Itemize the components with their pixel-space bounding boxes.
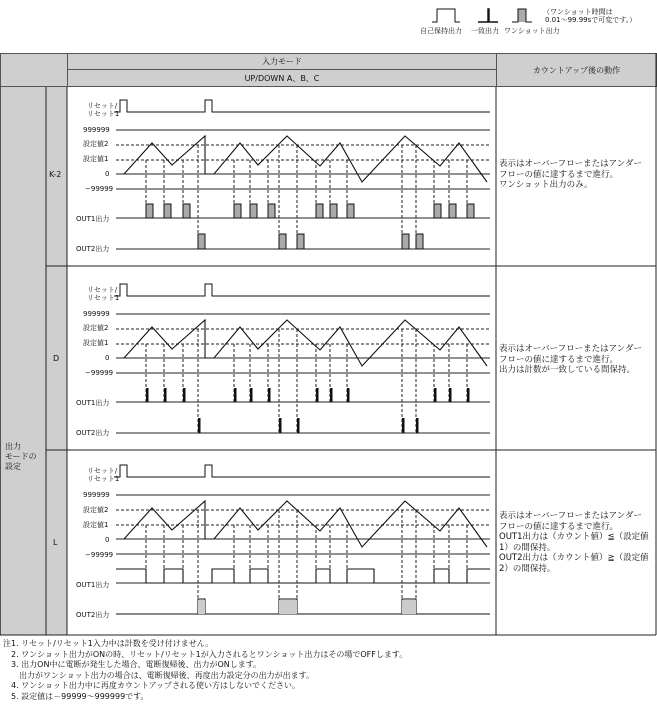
zero-label: 0 xyxy=(105,170,110,178)
out1-oneshot-pulse xyxy=(434,204,441,218)
out2-label: OUT2出力 xyxy=(76,429,110,437)
legend-note-line1: （ワンショット時間は xyxy=(543,8,613,16)
out1-match-pulse xyxy=(146,388,149,402)
out2-latch-signal xyxy=(116,599,490,614)
header-input-mode: 入力モード xyxy=(67,53,497,70)
out1-oneshot-pulse xyxy=(250,204,257,218)
out1-match-pulse xyxy=(316,388,319,402)
reset1-label: リセット1 xyxy=(87,475,120,483)
out2-latch-fill xyxy=(402,600,416,614)
notes xyxy=(3,639,407,702)
zero-label: 0 xyxy=(105,354,110,362)
out1-match-pulse xyxy=(449,388,452,402)
reset-label: リセット/ xyxy=(87,467,118,475)
out2-latch-fill xyxy=(198,600,205,614)
reset1-label: リセット1 xyxy=(87,294,120,302)
reset1-label: リセット1 xyxy=(87,110,120,118)
out1-match-pulse xyxy=(250,388,253,402)
note-1: 注1. リセット/リセット1入力中は計数を受け付けません。 xyxy=(3,639,214,648)
out2-match-pulse xyxy=(416,418,419,433)
mode-name-k2: K-2 xyxy=(49,170,62,179)
out1-match-pulse xyxy=(183,388,186,402)
out1-label: OUT1出力 xyxy=(76,215,110,223)
mode-l-description: 表示はオーバーフローまたはアンダー フローの値に達するまで進行。 OUT1出力は（カウント値）≦（設定値 1）の間保持。 OUT2出力は（カウント値）≧（設定値 2）の間保持。 xyxy=(499,511,649,574)
mode-name-l: L xyxy=(53,538,58,547)
reset-signal xyxy=(114,284,490,296)
out1-oneshot-pulse xyxy=(234,204,241,218)
out2-latch-fill xyxy=(279,600,297,614)
mode-d-description: 表示はオーバーフローまたはアンダー フローの値に達するまで進行。 出力は計数が一致している間保持。 xyxy=(499,344,642,375)
out1-oneshot-pulse xyxy=(449,204,456,218)
out1-label: OUT1出力 xyxy=(76,399,110,407)
out2-match-pulse xyxy=(279,418,282,433)
legend-label-latch: 自己保持出力 xyxy=(420,27,462,35)
legend-label-match: 一致出力 xyxy=(471,27,499,35)
out1-match-pulse xyxy=(467,388,470,402)
out2-label: OUT2出力 xyxy=(76,245,110,253)
legend-note-line2: 0.01～99.99sで可変です。） xyxy=(545,16,637,24)
note-2: 2. ワンショット出力がONの時、リセット/リセット1が入力されるとワンショット出力はその場でOFFします。 xyxy=(3,649,408,659)
out1-match-pulse xyxy=(268,388,271,402)
out1-oneshot-pulse xyxy=(467,204,474,218)
out2-match-pulse xyxy=(402,418,405,433)
reset-label: リセット/ xyxy=(87,286,118,294)
min-label: −99999 xyxy=(85,185,114,193)
max-label: 999999 xyxy=(83,491,110,499)
zero-label: 0 xyxy=(105,536,110,544)
out2-oneshot-pulse xyxy=(402,234,409,249)
min-label: −99999 xyxy=(85,551,114,559)
out2-oneshot-pulse xyxy=(297,234,304,249)
note-3: 3. 出力ON中に電断が発生した場合、電断復帰後、出力がONします。 xyxy=(3,660,262,669)
mode-k2-description: 表示はオーバーフローまたはアンダー フローの値に達するまで進行。 ワンショット出力のみ。 xyxy=(499,159,642,190)
out1-match-pulse xyxy=(234,388,237,402)
out1-oneshot-pulse xyxy=(330,204,337,218)
set2-label: 設定値2 xyxy=(83,506,109,514)
out1-oneshot-pulse xyxy=(146,204,153,218)
max-label: 999999 xyxy=(83,126,110,134)
out2-oneshot-pulse xyxy=(198,234,205,249)
out1-oneshot-pulse xyxy=(268,204,275,218)
note-4: 4. ワンショット出力中に再度カウントアップされる使い方はしないでください。 xyxy=(3,681,301,690)
legend-label-oneshot: ワンショット出力 xyxy=(504,27,560,35)
reset-label: リセット/ xyxy=(87,102,118,110)
out1-oneshot-pulse xyxy=(347,204,354,218)
header-updown: UP/DOWN A、B、C xyxy=(67,69,497,87)
reset-signal xyxy=(114,100,490,112)
out1-match-pulse xyxy=(347,388,350,402)
out2-match-pulse xyxy=(198,418,201,433)
out1-match-pulse xyxy=(330,388,333,402)
out2-match-pulse xyxy=(297,418,300,433)
set2-label: 設定値2 xyxy=(83,140,109,148)
out2-label: OUT2出力 xyxy=(76,611,110,619)
max-label: 999999 xyxy=(83,310,110,318)
count-waveform xyxy=(124,136,487,182)
out1-oneshot-pulse xyxy=(164,204,171,218)
min-label: −99999 xyxy=(85,369,114,377)
out2-oneshot-pulse xyxy=(416,234,423,249)
header-action-after: カウントアップ後の動作 xyxy=(496,53,657,87)
out1-oneshot-pulse xyxy=(316,204,323,218)
reset-signal xyxy=(114,465,490,477)
out1-latch-signal xyxy=(116,569,490,583)
out1-match-pulse xyxy=(164,388,167,402)
mode-name-d: D xyxy=(53,354,60,363)
note-3b: 出力がワンショット出力の場合は、電断復帰後、再度出力設定分の出力が出ます。 xyxy=(3,670,314,680)
output-mode-label: 出力 モードの 設定 xyxy=(5,442,37,471)
set1-label: 設定値1 xyxy=(83,155,109,163)
out1-oneshot-pulse xyxy=(183,204,190,218)
out2-oneshot-pulse xyxy=(279,234,286,249)
out1-label: OUT1出力 xyxy=(76,581,110,589)
count-waveform xyxy=(124,501,487,547)
set1-label: 設定値1 xyxy=(83,339,109,347)
set2-label: 設定値2 xyxy=(83,324,109,332)
out1-match-pulse xyxy=(434,388,437,402)
note-5: 5. 設定値は－99999～999999です。 xyxy=(3,691,149,701)
count-waveform xyxy=(124,320,487,366)
set1-label: 設定値1 xyxy=(83,521,109,529)
